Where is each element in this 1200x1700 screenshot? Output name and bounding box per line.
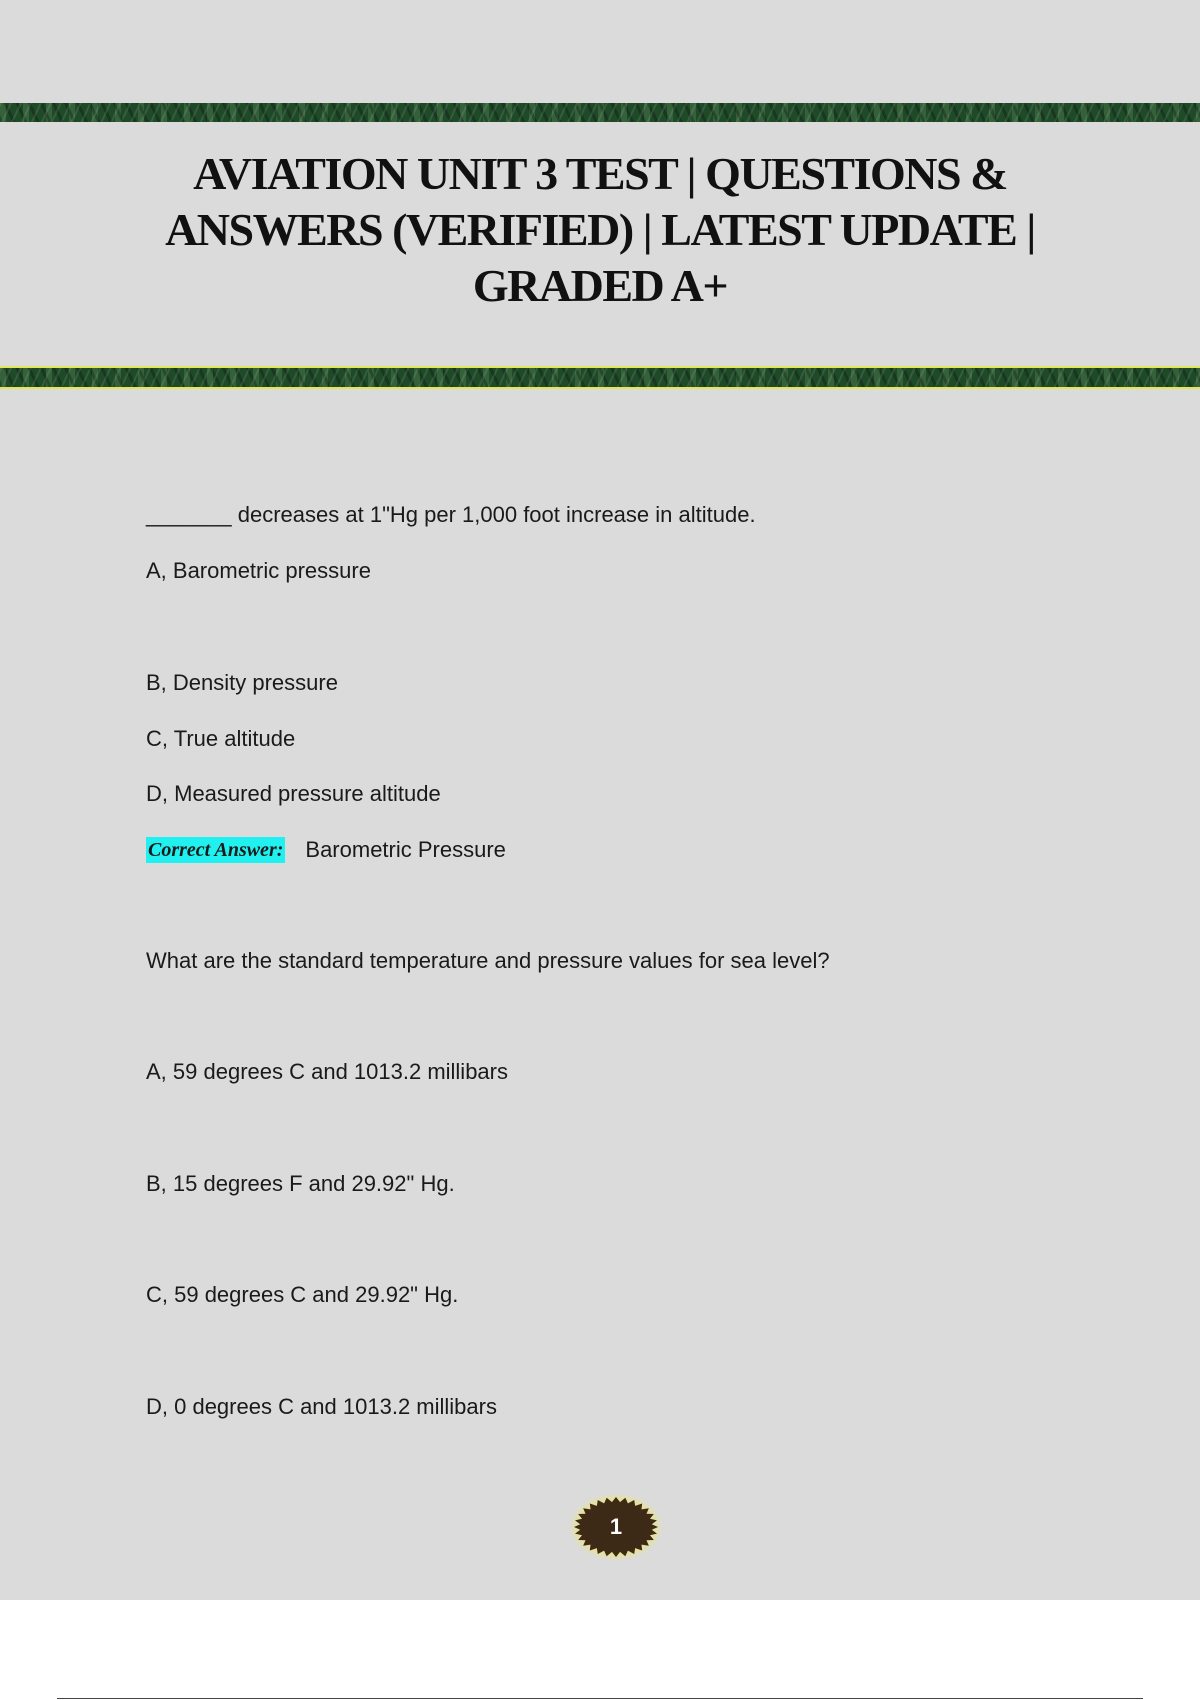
question-2-option-a: A, 59 degrees C and 1013.2 millibars — [146, 1059, 508, 1084]
document-title: AVIATION UNIT 3 TEST | QUESTIONS & ANSWERS (VERIFIED) | LATEST UPDATE | GRADED A+ — [165, 148, 1035, 311]
question-1-prompt: _______ decreases at 1"Hg per 1,000 foot increase in altitude. — [146, 502, 756, 527]
correct-answer-label: Correct Answer: — [148, 839, 284, 861]
question-2-option-d: D, 0 degrees C and 1013.2 millibars — [146, 1394, 497, 1419]
page-number: 1 — [609, 1514, 623, 1539]
question-2-option-c: C, 59 degrees C and 29.92" Hg. — [146, 1282, 459, 1307]
question-1-option-d: D, Measured pressure altitude — [146, 781, 441, 806]
correct-answer-value: Barometric Pressure — [305, 837, 506, 862]
question-1-answer-row — [146, 836, 506, 864]
decorative-header-band-top — [0, 103, 1200, 122]
question-1-option-b: B, Density pressure — [146, 670, 338, 695]
question-2-option-b: B, 15 degrees F and 29.92" Hg. — [146, 1171, 455, 1196]
question-2-prompt: What are the standard temperature and pressure values for sea level? — [146, 948, 830, 973]
question-1-option-c: C, True altitude — [146, 726, 296, 751]
footer-divider — [57, 1698, 1143, 1699]
decorative-header-band-bottom — [0, 366, 1200, 389]
question-1-option-a: A, Barometric pressure — [146, 558, 371, 583]
